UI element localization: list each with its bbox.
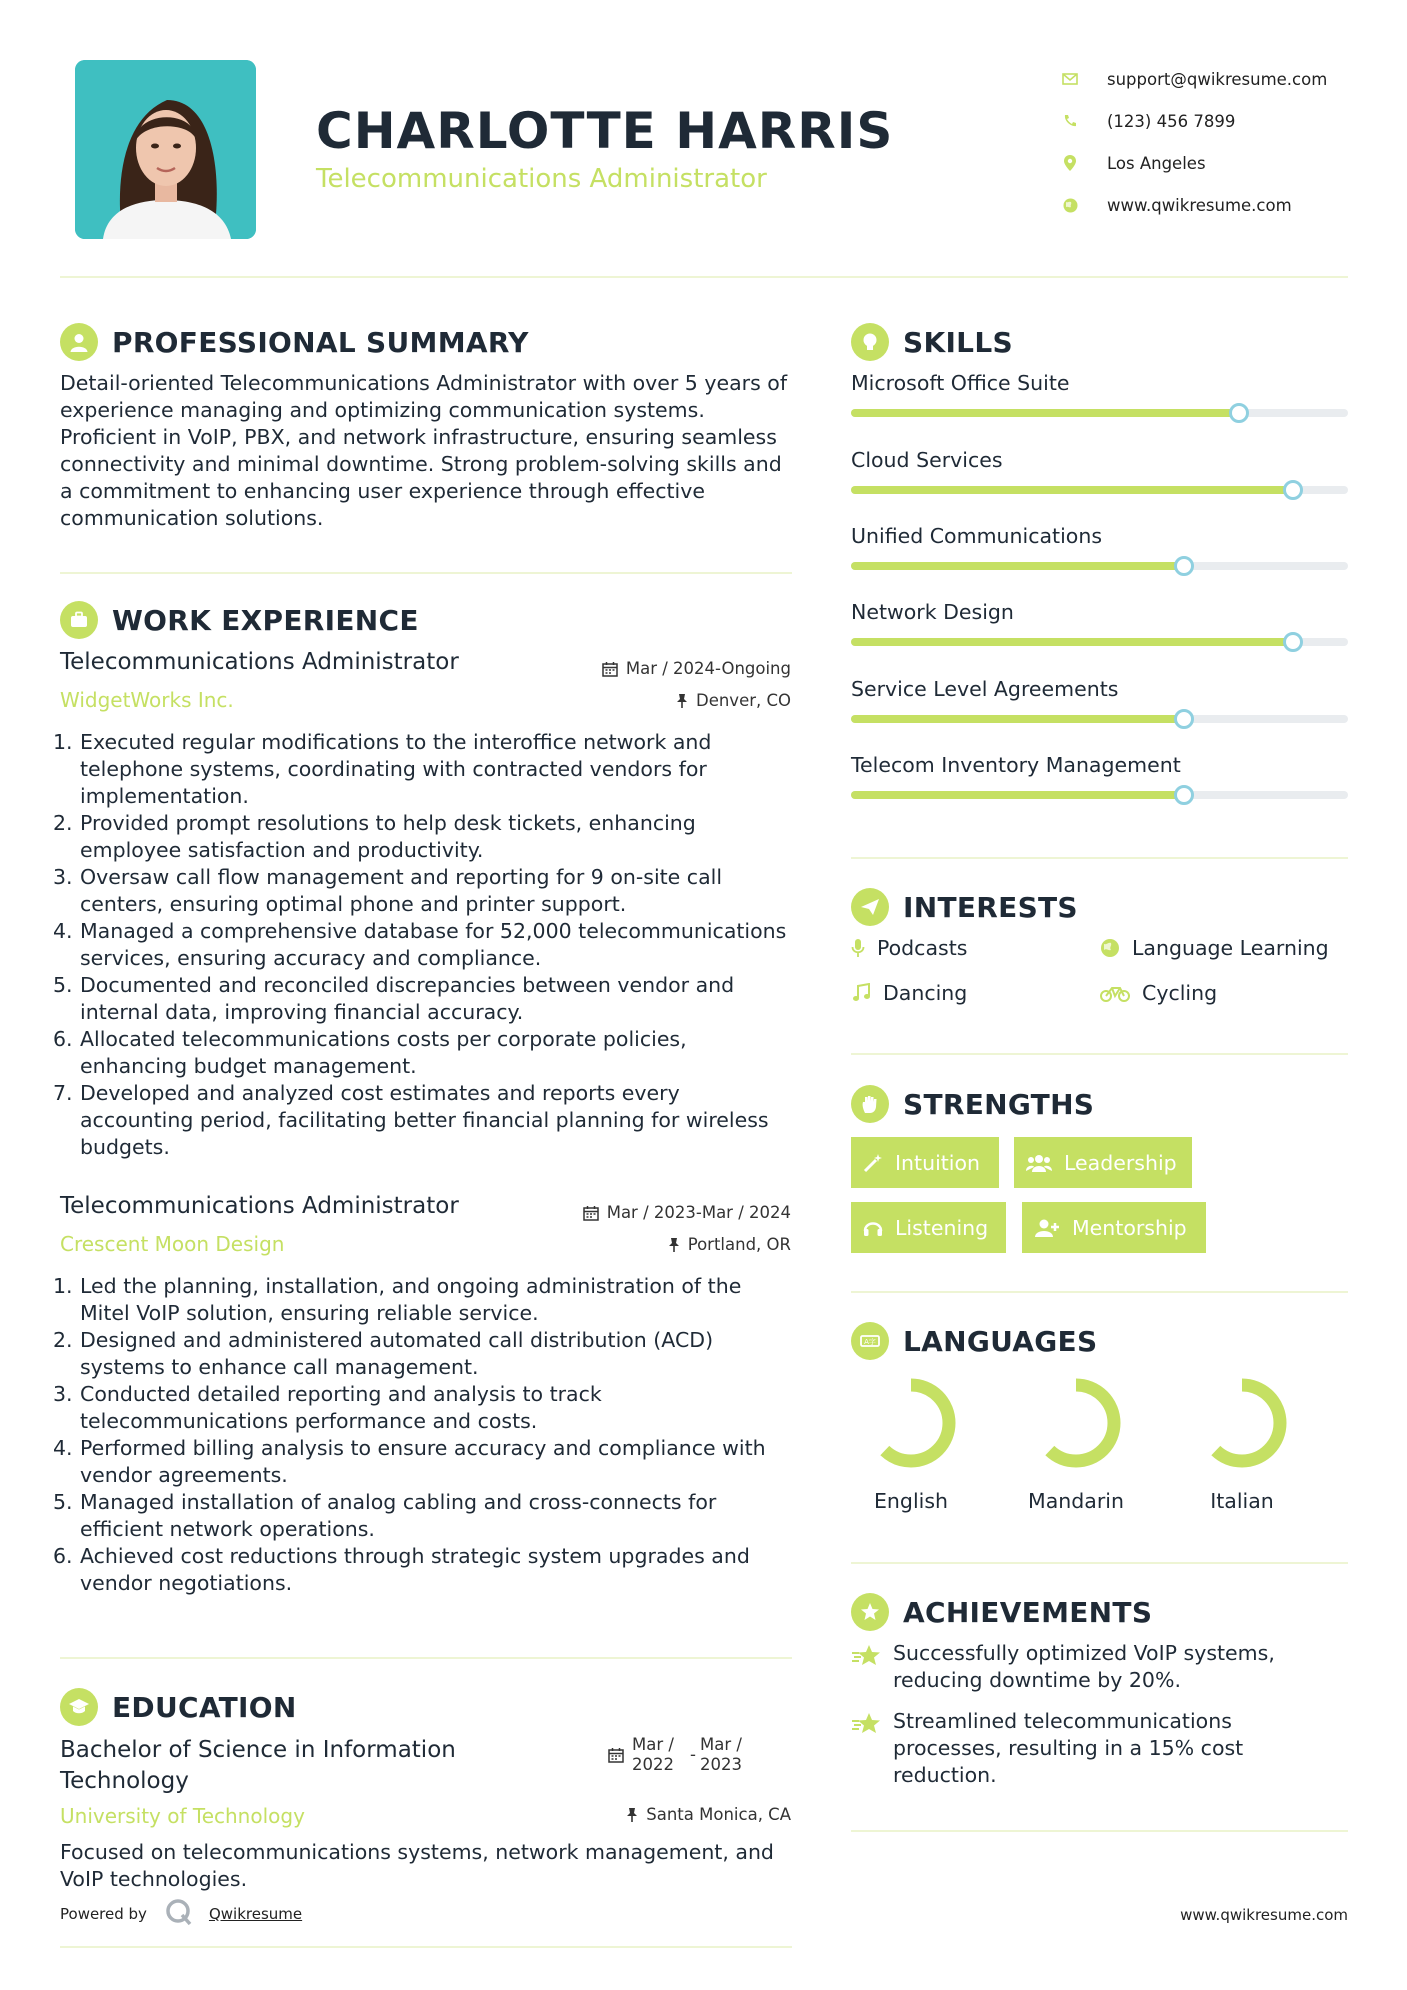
skill-name: Telecom Inventory Management [851,753,1181,777]
translate-icon [851,1322,889,1360]
achievement-item [851,1708,1321,1789]
powered-by-label: Powered by [60,1905,147,1923]
contact-phone[interactable] [1055,100,1327,142]
list-item: Oversaw call flow management and reporting for 9 on-site call centers, ensuring optimal phone and printer support. [80,865,723,916]
skill-knob [1283,480,1303,500]
candidate-name: CHARLOTTE HARRIS [316,102,894,160]
achievements-divider [851,1830,1348,1832]
education-location-text: Santa Monica, CA [646,1805,791,1824]
bicycle-icon [1100,983,1130,1003]
strengths-heading [851,1085,1094,1123]
skill-name: Microsoft Office Suite [851,371,1070,395]
skill-knob [1229,403,1249,423]
strength-label: Listening [895,1215,989,1240]
skill-track [851,715,1348,723]
job-1-duties [60,729,790,1161]
skills-title: SKILLS [903,325,1013,359]
language-italian [1167,1373,1317,1513]
work-divider [60,1657,792,1659]
star-icon [851,1712,883,1736]
languages-title: LANGUAGES [903,1324,1098,1358]
contact-website-text: www.qwikresume.com [1107,195,1292,215]
job-1-title: Telecommunications Administrator [60,649,459,675]
footer-website[interactable]: www.qwikresume.com [1180,1906,1348,1924]
summary-heading [60,323,529,361]
summary-text: Detail-oriented Telecommunications Administrator with over 5 years of experience managing and optimizing communication systems. Proficient in VoIP, PBX, and network infrastructure, ensuring seamless connectivity and minimal downtime. Strong problem-solving skills and a commitment to enhancing user experience through effective communication solutions. [60,371,788,530]
strength-label: Leadership [1064,1150,1177,1175]
interest-label: Dancing [883,981,968,1005]
achievement-item [851,1640,1321,1694]
job-2-date-text: Mar / 2023-Mar / 2024 [606,1203,791,1222]
profile-photo [75,60,256,239]
language-level-arc [1038,1385,1114,1461]
job-2-company: Crescent Moon Design [60,1232,285,1256]
contact-list [1055,58,1327,226]
strength-label: Intuition [895,1150,981,1175]
list-item: Performed billing analysis to ensure accuracy and compliance with vendor agreements. [80,1436,766,1487]
education-date-separator: - [690,1745,696,1764]
skill-fill [851,638,1293,646]
skills-divider [851,857,1348,859]
job-1-location-text: Denver, CO [695,691,791,710]
language-ring [861,1373,961,1473]
language-name: Mandarin [1028,1489,1124,1513]
users-icon [1026,1153,1052,1173]
language-level-arc [1204,1385,1280,1461]
contact-phone-text: (123) 456 7899 [1107,111,1236,131]
lightbulb-icon [851,323,889,361]
achievement-text: Successfully optimized VoIP systems, reducing downtime by 20%. [893,1641,1275,1692]
interests-title: INTERESTS [903,890,1078,924]
contact-location-text: Los Angeles [1107,153,1206,173]
work-heading [60,601,419,639]
interest-language-learning [1100,936,1329,960]
briefcase-icon [60,601,98,639]
list-item: Designed and administered automated call distribution (ACD) systems to enhance call management. [80,1328,714,1379]
qwikresume-logo-icon [165,1898,193,1930]
skill-track [851,562,1348,570]
magic-wand-icon [863,1153,883,1173]
strength-chip-mentorship [1022,1202,1206,1253]
languages-heading [851,1322,1097,1360]
candidate-role: Telecommunications Administrator [316,164,767,194]
skill-fill [851,562,1184,570]
contact-email[interactable] [1055,58,1327,100]
strength-chip-leadership [1014,1137,1192,1188]
user-plus-icon [1034,1218,1060,1238]
job-2-date [583,1203,791,1222]
skill-track [851,638,1348,646]
achievements-heading [851,1593,1152,1631]
interests-divider [851,1053,1348,1055]
education-divider [60,1946,792,1948]
languages-divider [851,1562,1348,1564]
interests-heading [851,888,1078,926]
language-ring [1026,1373,1126,1473]
education-heading [60,1688,297,1726]
calendar-icon [608,1747,624,1763]
summary-title: PROFESSIONAL SUMMARY [112,325,529,359]
award-icon [851,1593,889,1631]
education-title: EDUCATION [112,1690,297,1724]
skill-fill [851,715,1184,723]
education-school: University of Technology [60,1804,305,1828]
job-2-duties [60,1273,790,1597]
strengths-title: STRENGTHS [903,1087,1095,1121]
skill-fill [851,409,1239,417]
skill-item [851,524,1348,570]
interest-dancing [851,981,967,1005]
language-mandarin [1001,1373,1151,1513]
star-icon [851,1644,883,1668]
paper-plane-icon [851,888,889,926]
education-degree: Bachelor of Science in Information Technology [60,1737,456,1794]
skill-fill [851,791,1184,799]
list-item: Developed and analyzed cost estimates and reports every accounting period, facilitating better financial planning for wireless budgets. [80,1081,769,1159]
list-item: Led the planning, installation, and ongoing administration of the Mitel VoIP solution, ensuring reliable service. [80,1274,742,1325]
list-item: Allocated telecommunications costs per corporate policies, enhancing budget management. [80,1027,687,1078]
globe-icon [1055,198,1085,213]
interest-label: Language Learning [1132,936,1329,960]
strengths-divider [851,1291,1348,1293]
envelope-icon [1055,73,1085,85]
strength-chip-intuition [851,1137,999,1188]
pushpin-icon [626,1807,638,1823]
strength-chip-listening [851,1202,1006,1253]
hand-icon [851,1085,889,1123]
language-ring [1192,1373,1292,1473]
powered-by [60,1898,302,1930]
list-item: Documented and reconciled discrepancies between vendor and internal data, improving financial accuracy. [80,973,735,1024]
list-item: Executed regular modifications to the interoffice network and telephone systems, coordinating with contracted vendors for implementation. [80,730,712,808]
map-pin-icon [1055,155,1085,171]
education-date [608,1735,750,1775]
calendar-icon [602,661,618,677]
skill-knob [1174,556,1194,576]
skill-track [851,486,1348,494]
contact-email-text: support@qwikresume.com [1107,69,1328,89]
skill-item [851,448,1348,494]
skill-knob [1174,709,1194,729]
list-item: Conducted detailed reporting and analysis to track telecommunications performance and costs. [80,1382,602,1433]
language-english [836,1373,986,1513]
microphone-icon [851,938,865,958]
skill-knob [1174,785,1194,805]
pushpin-icon [668,1237,680,1253]
interest-label: Cycling [1142,981,1218,1005]
calendar-icon [583,1205,599,1221]
list-item: Achieved cost reductions through strategic system upgrades and vendor negotiations. [80,1544,750,1595]
work-title: WORK EXPERIENCE [112,603,419,637]
list-item: Managed installation of analog cabling and cross-connects for efficient network operations. [80,1490,717,1541]
interest-cycling [1100,981,1217,1005]
language-name: English [873,1489,949,1513]
education-date-start: Mar / 2022 [632,1735,674,1774]
job-1-date [602,659,791,678]
education-text: Focused on telecommunications systems, network management, and VoIP technologies. [60,1840,774,1891]
job-2-title: Telecommunications Administrator [60,1193,459,1219]
contact-website[interactable] [1055,184,1327,226]
headphones-icon [863,1218,883,1238]
skill-track [851,409,1348,417]
user-icon [60,323,98,361]
interest-label: Podcasts [877,936,968,960]
achievement-text: Streamlined telecommunications processes, resulting in a 15% cost reduction. [893,1709,1244,1787]
globe-icon [1100,938,1120,958]
skill-item [851,600,1348,646]
graduation-cap-icon [60,1688,98,1726]
skills-heading [851,323,1013,361]
education-date-end: Mar / 2023 [699,1735,742,1774]
skill-item [851,677,1348,723]
summary-divider [60,572,792,574]
language-name: Italian [1210,1489,1274,1513]
skill-fill [851,486,1293,494]
phone-icon [1055,114,1085,128]
skill-knob [1283,632,1303,652]
header-divider [60,276,1348,278]
skill-item [851,753,1348,799]
skill-name: Service Level Agreements [851,677,1119,701]
strength-label: Mentorship [1072,1215,1187,1240]
qwikresume-link[interactable]: Qwikresume [208,1905,303,1923]
job-2-location-text: Portland, OR [687,1235,791,1254]
contact-location [1055,142,1327,184]
skill-track [851,791,1348,799]
education-location [626,1805,791,1824]
music-note-icon [851,983,871,1003]
achievements-title: ACHIEVEMENTS [903,1595,1153,1629]
job-1-location [676,691,791,710]
job-1-company: WidgetWorks Inc. [60,688,234,712]
svg-text:A字: A字 [864,1338,876,1346]
skill-item [851,371,1348,417]
list-item: Provided prompt resolutions to help desk tickets, enhancing employee satisfaction and productivity. [80,811,696,862]
job-2-location [668,1235,791,1254]
list-item: Managed a comprehensive database for 52,000 telecommunications services, ensuring accuracy and compliance. [80,919,787,970]
language-level-arc [873,1385,949,1461]
pushpin-icon [676,693,688,709]
skill-name: Cloud Services [851,448,1003,472]
skill-name: Unified Communications [851,524,1103,548]
interest-podcasts [851,936,967,960]
skill-name: Network Design [851,600,1014,624]
job-1-date-text: Mar / 2024-Ongoing [625,659,791,678]
